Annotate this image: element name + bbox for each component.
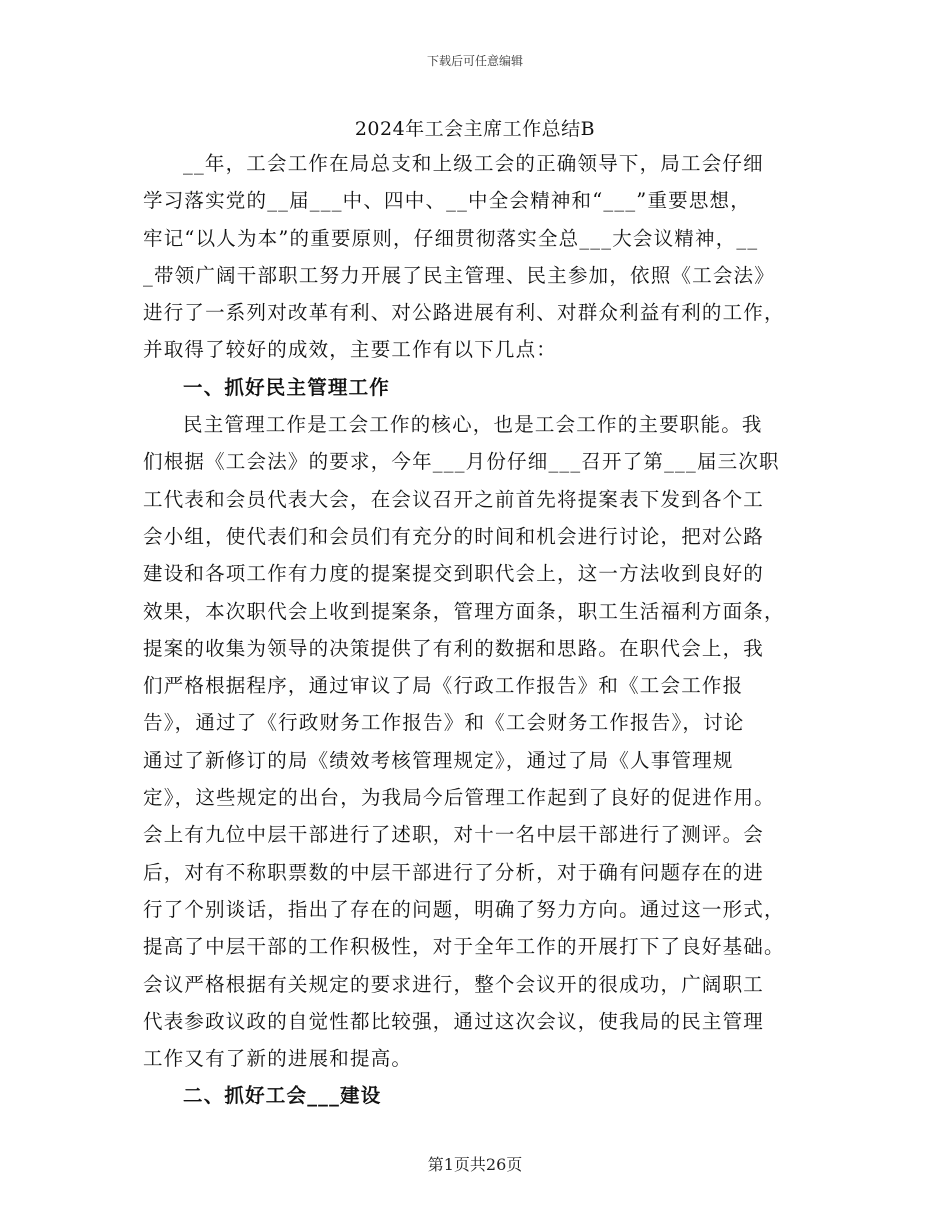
paragraph-line: 进行了一系列对改革有利、对公路进展有利、对群众利益有利的工作， xyxy=(143,301,785,325)
paragraph-line: 后，对有不称职票数的中层干部进行了分析，对于确有问题存在的进 xyxy=(143,860,765,884)
paragraph-line: _带领广阔干部职工努力开展了民主管理、民主参加，依照《工会法》 xyxy=(143,263,775,287)
header-note: 下载后可任意编辑 xyxy=(426,54,523,68)
paragraph-line: 民主管理工作是工会工作的核心，也是工会工作的主要职能。我 xyxy=(183,413,763,437)
paragraph-line: 建设和各项工作有力度的提案提交到职代会上，这一方法收到良好的 xyxy=(143,562,765,586)
page-title: 2024年工会主席工作总结B xyxy=(354,118,596,140)
paragraph-line: 代表参政议政的自觉性都比较强，通过这次会议，使我局的民主管理 xyxy=(143,1009,765,1033)
paragraph-line: 提高了中层干部的工作积极性，对于全年工作的开展打下了良好基础。 xyxy=(143,935,785,959)
paragraph-line: 行了个别谈话，指出了存在的问题，明确了努力方向。通过这一形式， xyxy=(143,897,785,921)
paragraph-line: 工代表和会员代表大会，在会议召开之前首先将提案表下发到各个工 xyxy=(143,487,765,511)
paragraph-line: 告》，通过了《行政财务工作报告》和《工会财务工作报告》，讨论 xyxy=(143,711,745,735)
paragraph-line: 会上有九位中层干部进行了述职，对十一名中层干部进行了测评。会 xyxy=(143,823,765,847)
section-heading: 一、抓好民主管理工作 xyxy=(183,375,391,399)
paragraph-line: 会小组，使代表们和会员们有充分的时间和机会进行讨论，把对公路 xyxy=(143,524,765,548)
paragraph-line: 们根据《工会法》的要求，今年___月份仔细___召开了第___届三次职 xyxy=(143,450,780,474)
document-body xyxy=(143,145,815,1115)
section-heading: 二、抓好工会___建设 xyxy=(183,1084,382,1108)
paragraph-line: __年，工会工作在局总支和上级工会的正确领导下，局工会仔细 xyxy=(183,152,764,175)
paragraph-line: 牢记“以人为本”的重要原则，仔细贯彻落实全总___大会议精神，__ xyxy=(143,226,759,250)
paragraph-line: 效果，本次职代会上收到提案条，管理方面条，职工生活福利方面条， xyxy=(143,599,785,623)
page-footer: 第1页共26页 xyxy=(427,1155,523,1174)
paragraph-line: 并取得了较好的成效，主要工作有以下几点： xyxy=(143,338,558,362)
paragraph-line: 们严格根据程序，通过审议了局《行政工作报告》和《工会工作报 xyxy=(143,674,744,698)
paragraph-line: 工作又有了新的进展和提高。 xyxy=(143,1047,413,1071)
paragraph-line: 学习落实党的__届___中、四中、__中全会精神和“___”重要思想， xyxy=(143,189,751,213)
paragraph-line: 提案的收集为领导的决策提供了有利的数据和思路。在职代会上，我 xyxy=(143,636,765,660)
paragraph-line: 会议严格根据有关规定的要求进行，整个会议开的很成功，广阔职工 xyxy=(143,972,765,996)
paragraph-line: 通过了新修订的局《绩效考核管理规定》，通过了局《人事管理规 xyxy=(143,748,734,772)
paragraph-line: 定》，这些规定的出台，为我局今后管理工作起到了良好的促进作用。 xyxy=(143,786,775,810)
